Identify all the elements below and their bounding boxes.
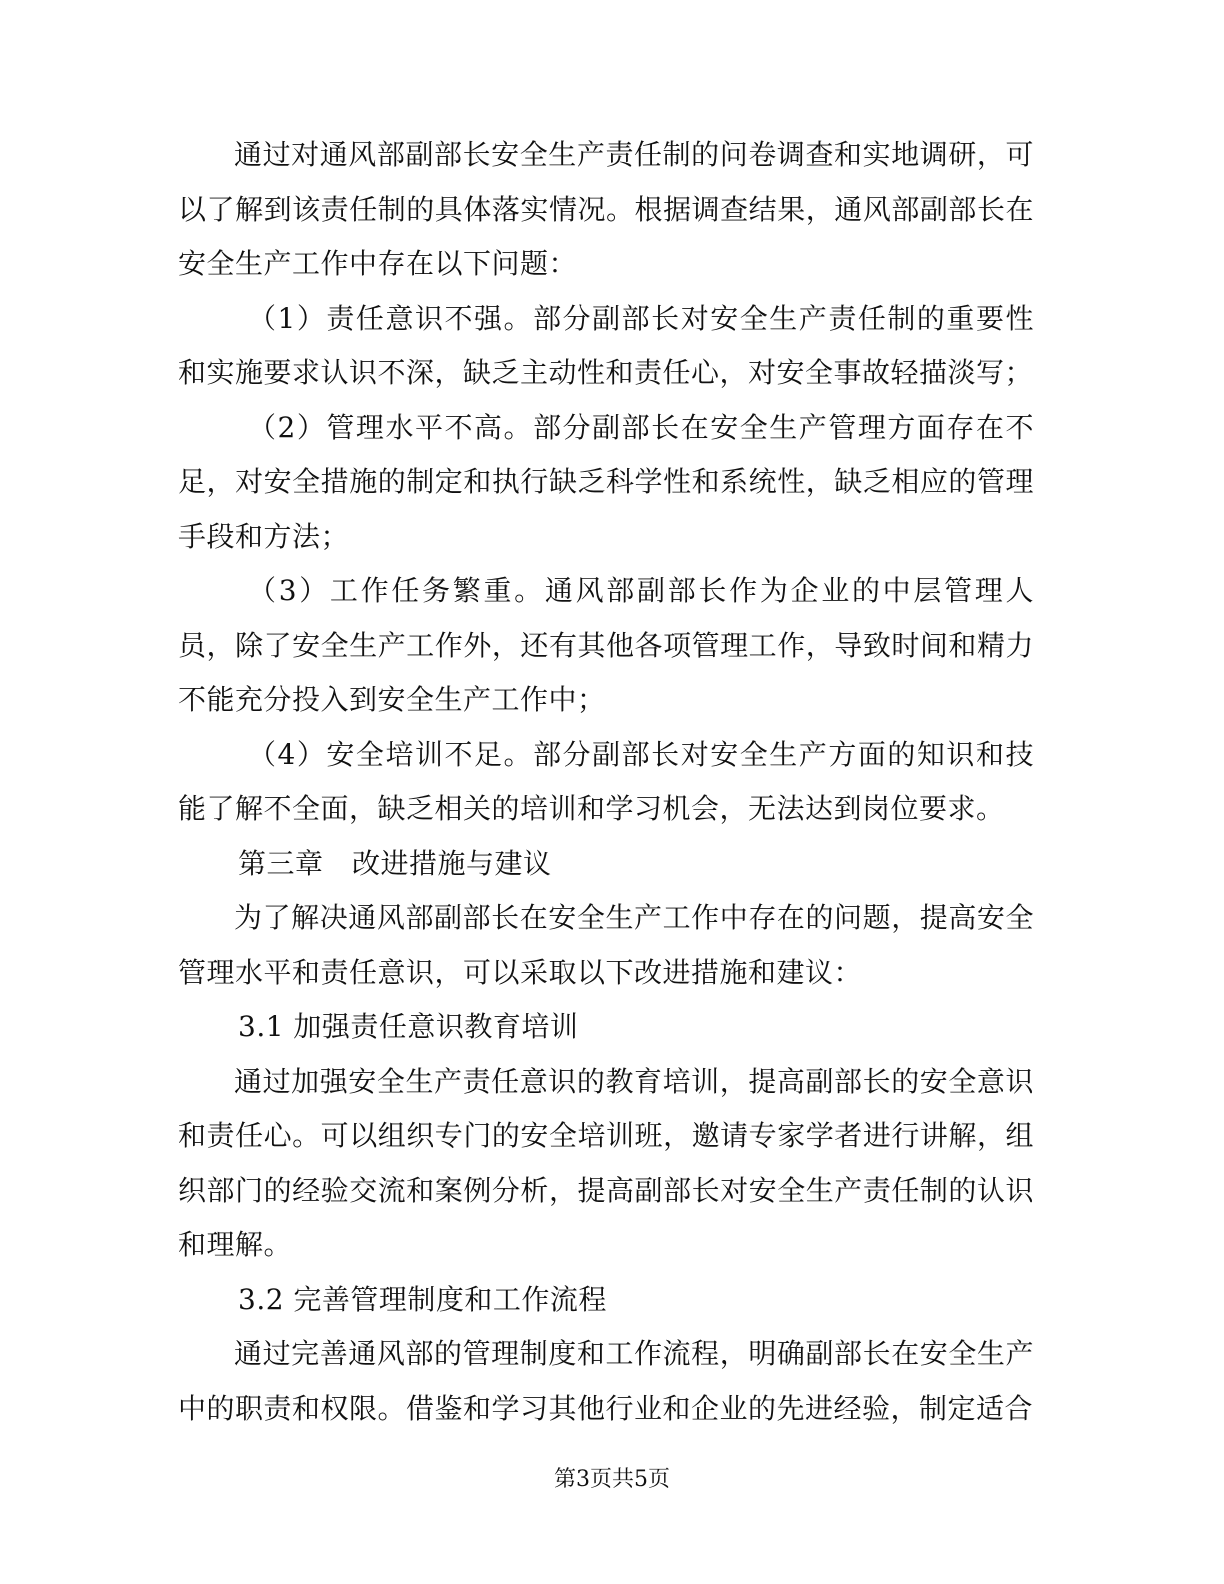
paragraph-chapter-intro: 为了解决通风部副部长在安全生产工作中存在的问题，提高安全管理水平和责任意识，可以采取以下改进措施和建议： xyxy=(178,901,1034,989)
paragraph-section-3-2: 通过完善通风部的管理制度和工作流程，明确副部长在安全生产中的职责和权限。借鉴和学习其他行业和企业的先进经验，制定适合 xyxy=(178,1337,1034,1425)
paragraph-section-3-1: 通过加强安全生产责任意识的教育培训，提高副部长的安全意识和责任心。可以组织专门的安全培训班，邀请专家学者进行讲解，组织部门的经验交流和案例分析，提高副部长对安全生产责任制的认识和理解。 xyxy=(178,1064,1034,1261)
document-body xyxy=(178,128,1034,1436)
paragraph-issue-4: （4）安全培训不足。部分副部长对安全生产方面的知识和技能了解不全面，缺乏相关的培训和学习机会，无法达到岗位要求。 xyxy=(178,737,1034,825)
paragraph-issue-3: （3）工作任务繁重。通风部副部长作为企业的中层管理人员，除了安全生产工作外，还有其他各项管理工作，导致时间和精力不能充分投入到安全生产工作中； xyxy=(178,574,1034,716)
section-heading-3-1: 3.1 加强责任意识教育培训 xyxy=(238,1010,579,1043)
chapter-heading: 第三章 改进措施与建议 xyxy=(238,846,552,880)
paragraph-issue-1: （1）责任意识不强。部分副部长对安全生产责任制的重要性和实施要求认识不深，缺乏主动性和责任心，对安全事故轻描淡写； xyxy=(178,301,1034,389)
page-number-footer: 第3页共5页 xyxy=(554,1467,670,1492)
paragraph-issue-2: （2）管理水平不高。部分副部长在安全生产管理方面存在不足，对安全措施的制定和执行缺乏科学性和系统性，缺乏相应的管理手段和方法； xyxy=(178,410,1034,553)
paragraph-survey-intro: 通过对通风部副部长安全生产责任制的问卷调查和实地调研，可以了解到该责任制的具体落实情况。根据调查结果，通风部副部长在安全生产工作中存在以下问题： xyxy=(178,138,1034,280)
section-heading-3-2: 3.2 完善管理制度和工作流程 xyxy=(238,1282,607,1316)
